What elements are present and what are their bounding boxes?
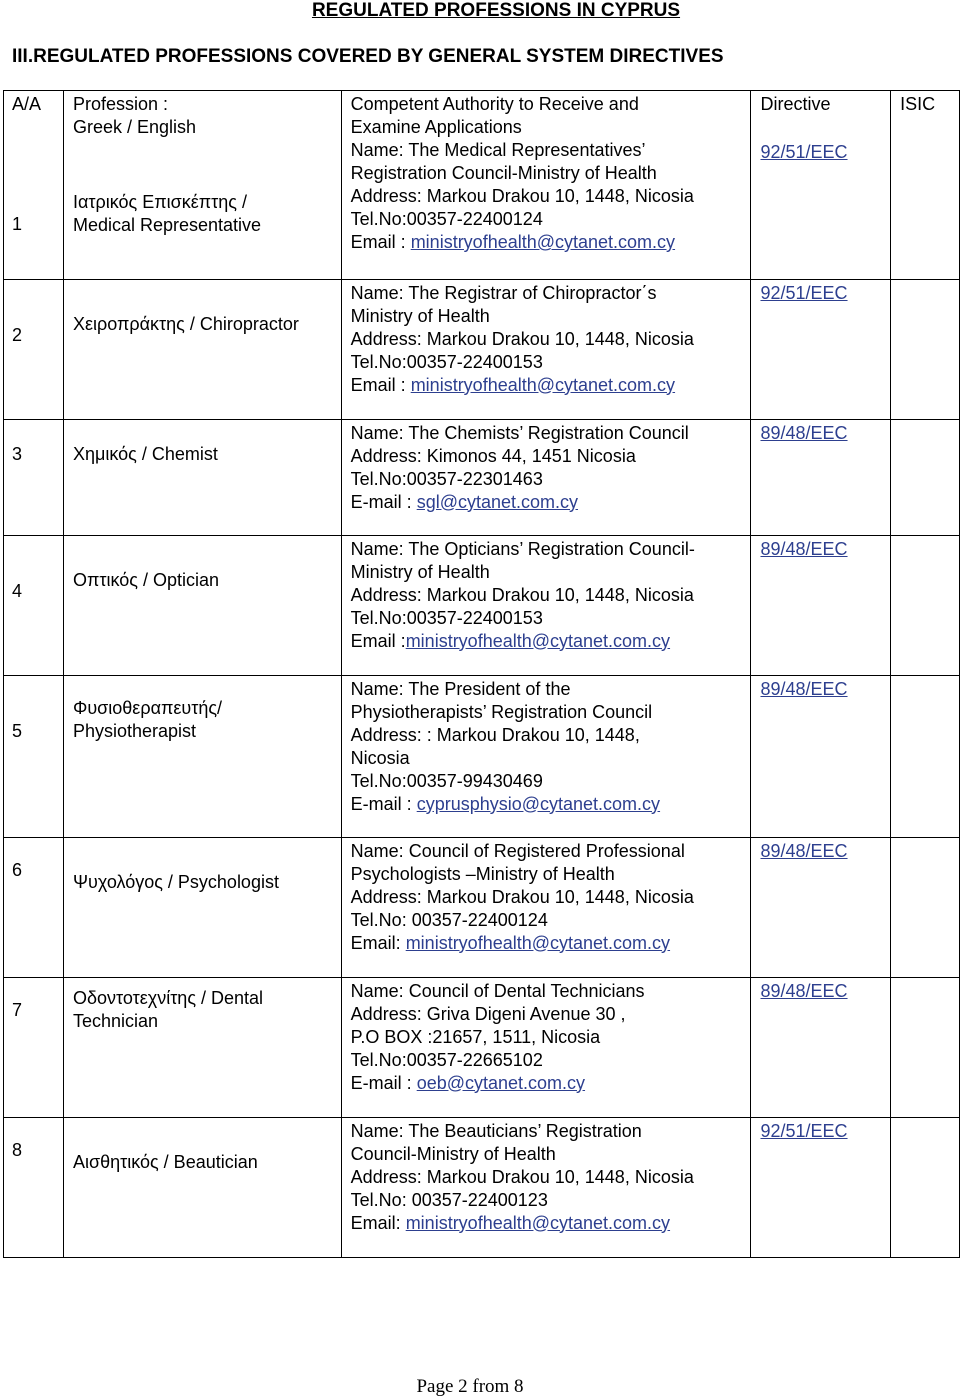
table-row [4, 535, 960, 675]
row-number-text: 5 [12, 720, 23, 741]
section-title: III.REGULATED PROFESSIONS COVERED BY GENERAL SYSTEM DIRECTIVES [12, 46, 724, 67]
email-link[interactable]: ministryofhealth@cytanet.com.cy [405, 932, 671, 953]
directive-cell [751, 139, 891, 279]
email-label: Email : [350, 374, 411, 395]
directive-cell [751, 419, 891, 535]
table-row [4, 139, 960, 279]
authority-line: Tel.No:00357-22400124 [350, 209, 543, 229]
authority-line: Name: The Opticians’ Registration Council- [350, 538, 695, 559]
directive-cell [751, 675, 891, 837]
profession-cell [63, 279, 341, 419]
directive-cell [751, 535, 891, 675]
header-profession [63, 91, 341, 140]
email-link[interactable]: ministryofhealth@cytanet.com.cy [410, 232, 676, 252]
email-line [351, 374, 745, 397]
email-line [351, 231, 745, 254]
profession-text [73, 282, 335, 336]
email-link[interactable]: oeb@cytanet.com.cy [416, 1072, 586, 1093]
header-authority [341, 91, 751, 140]
row-number [4, 1117, 64, 1257]
page-footer: Page 2 from 8 [416, 1376, 524, 1397]
profession-text [73, 678, 335, 743]
header-aa: A/A [4, 91, 64, 140]
email-line [351, 932, 745, 955]
row-number-text: 3 [12, 443, 23, 464]
email-line [351, 1072, 745, 1095]
row-number-text: 6 [12, 859, 23, 880]
authority-cell [341, 535, 751, 675]
profession-text [73, 840, 335, 894]
row-number [4, 837, 64, 977]
profession-text [73, 538, 335, 592]
isic-cell [891, 977, 960, 1117]
row-number [4, 977, 64, 1117]
header-profession-line-2: Greek / English [72, 117, 197, 137]
profession-line: Ψυχολόγος / Psychologist [72, 871, 279, 892]
authority-line: Psychologists –Ministry of Health [350, 863, 615, 884]
authority-line: Address: Markou Drakou 10, 1448, Nicosia [350, 886, 694, 907]
directive-cell [751, 837, 891, 977]
row-number-text: 4 [12, 580, 23, 601]
email-line [351, 1212, 745, 1235]
profession-cell [63, 139, 341, 279]
email-line [351, 491, 745, 514]
directive-link[interactable]: 89/48/EEC [760, 678, 848, 699]
email-line [351, 793, 745, 816]
authority-line: Address: Markou Drakou 10, 1448, Nicosia [350, 328, 694, 349]
profession-line: Physiotherapist [72, 720, 197, 741]
row-number [4, 139, 64, 279]
table-row [4, 1117, 960, 1257]
directive-link[interactable]: 92/51/EEC [760, 282, 848, 303]
isic-cell [891, 837, 960, 977]
profession-cell [63, 675, 341, 837]
authority-line: Address: Markou Drakou 10, 1448, Nicosia [350, 186, 694, 206]
table-row [4, 279, 960, 419]
professions-table [3, 90, 960, 1258]
email-label: Email : [350, 232, 411, 252]
authority-line: Name: The Registrar of Chiropractor΄s [350, 282, 657, 303]
authority-cell [341, 279, 751, 419]
authority-line: Nicosia [350, 747, 410, 768]
table-row [4, 977, 960, 1117]
authority-line: Name: The President of the [350, 678, 571, 699]
authority-line: Address: Kimonos 44, 1451 Nicosia [350, 445, 636, 466]
email-label: E-mail : [350, 1072, 417, 1093]
profession-line: Χειροπράκτης / Chiropractor [72, 313, 299, 334]
row-number [4, 279, 64, 419]
authority-line: Address: Griva Digeni Avenue 30 , [350, 1003, 626, 1024]
authority-line: Address: Markou Drakou 10, 1448, Nicosia [350, 1166, 694, 1187]
authority-line: Name: Council of Dental Technicians [350, 980, 645, 1001]
header-authority-line-1: Competent Authority to Receive and [350, 94, 639, 114]
email-link[interactable]: cyprusphysio@cytanet.com.cy [416, 793, 661, 814]
authority-line: Name: The Medical Representatives’ [350, 140, 646, 160]
authority-line: Tel.No:00357-99430469 [350, 770, 543, 791]
authority-cell [341, 837, 751, 977]
directive-cell [751, 279, 891, 419]
isic-cell [891, 279, 960, 419]
directive-link[interactable]: 89/48/EEC [760, 538, 848, 559]
authority-line: Ministry of Health [350, 561, 490, 582]
profession-text [73, 141, 335, 237]
profession-line: Οδοντοτεχνίτης / Dental [72, 987, 264, 1008]
authority-line: Tel.No: 00357-22400124 [350, 909, 548, 930]
directive-cell [751, 1117, 891, 1257]
header-isic: ISIC [891, 91, 960, 140]
email-label: E-mail : [350, 793, 417, 814]
row-number-text: 7 [12, 999, 23, 1020]
profession-line: Αισθητικός / Beautician [72, 1151, 258, 1172]
authority-line: Address: : Markou Drakou 10, 1448, [350, 724, 640, 745]
authority-line: Address: Markou Drakou 10, 1448, Nicosia [350, 584, 694, 605]
authority-line: Tel.No:00357-22400153 [350, 607, 543, 628]
isic-cell [891, 535, 960, 675]
authority-line: Tel.No: 00357-22400123 [350, 1189, 548, 1210]
email-link[interactable]: ministryofhealth@cytanet.com.cy [405, 630, 671, 651]
profession-cell [63, 837, 341, 977]
profession-cell [63, 419, 341, 535]
profession-line: Ιατρικός Επισκέπτης / [72, 192, 247, 212]
table-row [4, 675, 960, 837]
row-number [4, 535, 64, 675]
document-title: REGULATED PROFESSIONS IN CYPRUS [311, 0, 681, 21]
isic-cell [891, 1117, 960, 1257]
profession-line: Οπτικός / Optician [72, 569, 219, 590]
authority-cell [341, 419, 751, 535]
email-label: Email : [350, 630, 406, 651]
header-profession-line-1: Profession : [72, 94, 169, 114]
authority-line: Registration Council-Ministry of Health [350, 163, 657, 183]
directive-link[interactable]: 89/48/EEC [760, 980, 848, 1001]
authority-line: Tel.No:00357-22665102 [350, 1049, 543, 1070]
profession-line: Φυσιοθεραπευτής/ [72, 697, 223, 718]
directive-link[interactable]: 92/51/EEC [760, 1120, 848, 1141]
row-number-text: 1 [12, 214, 23, 234]
authority-cell [341, 675, 751, 837]
authority-line: Council-Ministry of Health [350, 1143, 556, 1164]
isic-cell [891, 419, 960, 535]
profession-line: Χημικός / Chemist [72, 443, 218, 464]
email-link[interactable]: ministryofhealth@cytanet.com.cy [405, 1212, 671, 1233]
header-row [4, 91, 960, 140]
directive-link[interactable]: 92/51/EEC [760, 142, 848, 162]
directive-link[interactable]: 89/48/EEC [760, 840, 848, 861]
email-label: E-mail : [350, 491, 417, 512]
isic-cell [891, 675, 960, 837]
email-line [351, 630, 745, 653]
authority-cell [341, 1117, 751, 1257]
isic-cell [891, 139, 960, 279]
authority-cell [341, 139, 751, 279]
authority-line: Name: Council of Registered Professional [350, 840, 685, 861]
authority-line: Tel.No:00357-22400153 [350, 351, 543, 372]
profession-cell [63, 535, 341, 675]
header-authority-line-2: Examine Applications [350, 117, 522, 137]
table-row [4, 837, 960, 977]
profession-text [73, 980, 335, 1033]
directive-link[interactable]: 89/48/EEC [760, 422, 848, 443]
row-number-text: 2 [12, 324, 23, 345]
email-link[interactable]: ministryofhealth@cytanet.com.cy [410, 374, 676, 395]
authority-line: Tel.No:00357-22301463 [350, 468, 543, 489]
email-label: Email: [350, 932, 406, 953]
email-link[interactable]: sgl@cytanet.com.cy [416, 491, 579, 512]
directive-cell [751, 977, 891, 1117]
profession-cell [63, 1117, 341, 1257]
authority-line: P.O BOX :21657, 1511, Nicosia [350, 1026, 601, 1047]
header-directive: Directive [751, 91, 891, 140]
profession-line: Technician [72, 1010, 159, 1031]
authority-line: Ministry of Health [350, 305, 490, 326]
profession-text [73, 1120, 335, 1174]
profession-cell [63, 977, 341, 1117]
authority-line: Physiotherapists’ Registration Council [350, 701, 653, 722]
row-number [4, 675, 64, 837]
profession-text [73, 422, 335, 466]
authority-cell [341, 977, 751, 1117]
email-label: Email: [350, 1212, 406, 1233]
profession-line: Medical Representative [72, 215, 262, 235]
authority-line: Name: The Beauticians’ Registration [350, 1120, 642, 1141]
table-row [4, 419, 960, 535]
row-number [4, 419, 64, 535]
row-number-text: 8 [12, 1139, 23, 1160]
authority-line: Name: The Chemists’ Registration Council [350, 422, 689, 443]
